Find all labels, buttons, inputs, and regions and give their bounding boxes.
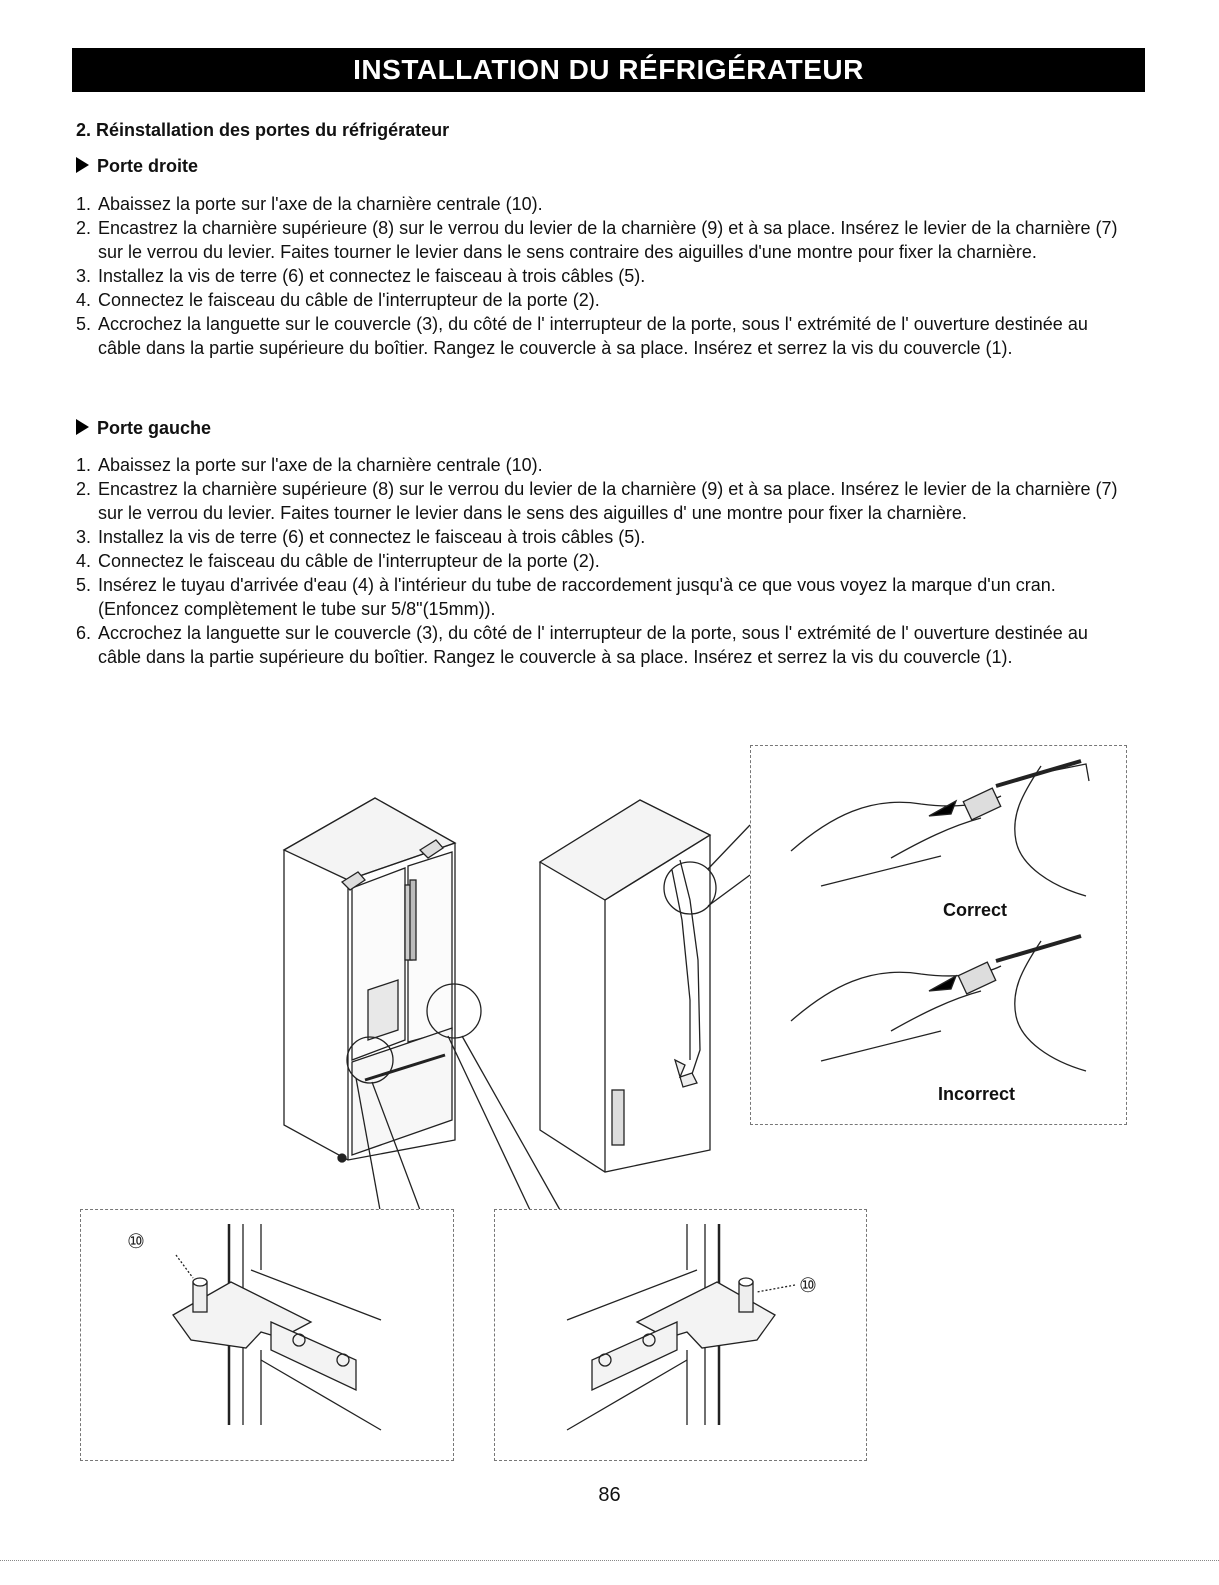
step-text: Connectez le faisceau du câble de l'interrupteur de la porte (2).: [98, 290, 600, 310]
step-text: Accrochez la languette sur le couvercle (3), du côté de l' interrupteur de la porte, sous l' extrémité de l' ouverture destinée au câble dans la partie supérieure du boîtier. Rangez le couvercle à sa place. Insérez et serrez la vis du couvercle (1).: [98, 623, 1088, 667]
step-text: Abaissez la porte sur l'axe de la charnière centrale (10).: [98, 194, 543, 214]
step-number: 6.: [76, 623, 92, 643]
section-title: 2. Réinstallation des portes du réfrigérateur: [76, 120, 450, 140]
step-text: Encastrez la charnière supérieure (8) sur le verrou du levier de la charnière (9) et à sa place. Insérez le levier de la charnière (7) sur le verrou du levier. Faites tourner le levier dans le sens des aiguilles d' une montre pour fixer la charnière.: [98, 479, 1118, 523]
footer-divider: [0, 1560, 1219, 1561]
page-header-banner: INSTALLATION DU RÉFRIGÉRATEUR: [72, 48, 1145, 92]
left-hinge-detail: [80, 1209, 454, 1461]
right-hinge-detail: [494, 1209, 867, 1461]
fridge-back-drawing: [540, 800, 710, 1172]
page-number: 86: [598, 1484, 621, 1506]
step-text: Installez la vis de terre (6) et connectez le faisceau à trois câbles (5).: [98, 266, 646, 286]
step-number: 2.: [76, 218, 92, 238]
left-door-heading-text: Porte gauche: [97, 418, 212, 438]
step-number: 3.: [76, 527, 92, 547]
step-text: Installez la vis de terre (6) et connectez le faisceau à trois câbles (5).: [98, 527, 646, 547]
right-hinge-drawing: [495, 1210, 866, 1460]
hose-connection-inset: [750, 745, 1127, 1125]
correct-label: Correct: [943, 900, 1008, 920]
step-text: Encastrez la charnière supérieure (8) sur le verrou du levier de la charnière (9) et à sa place. Insérez le levier de la charnière (7) sur le verrou du levier. Faites tourner le levier dans le sens contraire des aiguilles d'une montre pour fixer la charnière.: [98, 218, 1118, 262]
step-number: 4.: [76, 290, 92, 310]
left-hinge-drawing: [81, 1210, 453, 1460]
callout-10-left: ⑩: [127, 1229, 145, 1253]
step-text: Insérez le tuyau d'arrivée d'eau (4) à l'intérieur du tube de raccordement jusqu'à ce que vous voyez la marque d'un cran. (Enfoncez complètement le tube sur 5/8"(15mm)).: [98, 575, 1056, 619]
step-number: 3.: [76, 266, 92, 286]
step-number: 1.: [76, 455, 92, 475]
step-text: Connectez le faisceau du câble de l'interrupteur de la porte (2).: [98, 551, 600, 571]
right-door-heading-text: Porte droite: [97, 156, 199, 176]
step-number: 5.: [76, 314, 92, 334]
step-number: 4.: [76, 551, 92, 571]
callout-10-right: ⑩: [799, 1273, 817, 1297]
step-number: 5.: [76, 575, 92, 595]
step-number: 2.: [76, 479, 92, 499]
hose-connection-drawing: [751, 746, 1126, 1124]
incorrect-label: Incorrect: [938, 1084, 1016, 1104]
step-number: 1.: [76, 194, 92, 214]
step-text: Abaissez la porte sur l'axe de la charnière centrale (10).: [98, 455, 543, 475]
step-text: Accrochez la languette sur le couvercle (3), du côté de l' interrupteur de la porte, sous l' extrémité de l' ouverture destinée au câble dans la partie supérieure du boîtier. Rangez le couvercle à sa place. Insérez et serrez la vis du couvercle (1).: [98, 314, 1088, 358]
fridge-front-drawing: [284, 798, 455, 1162]
